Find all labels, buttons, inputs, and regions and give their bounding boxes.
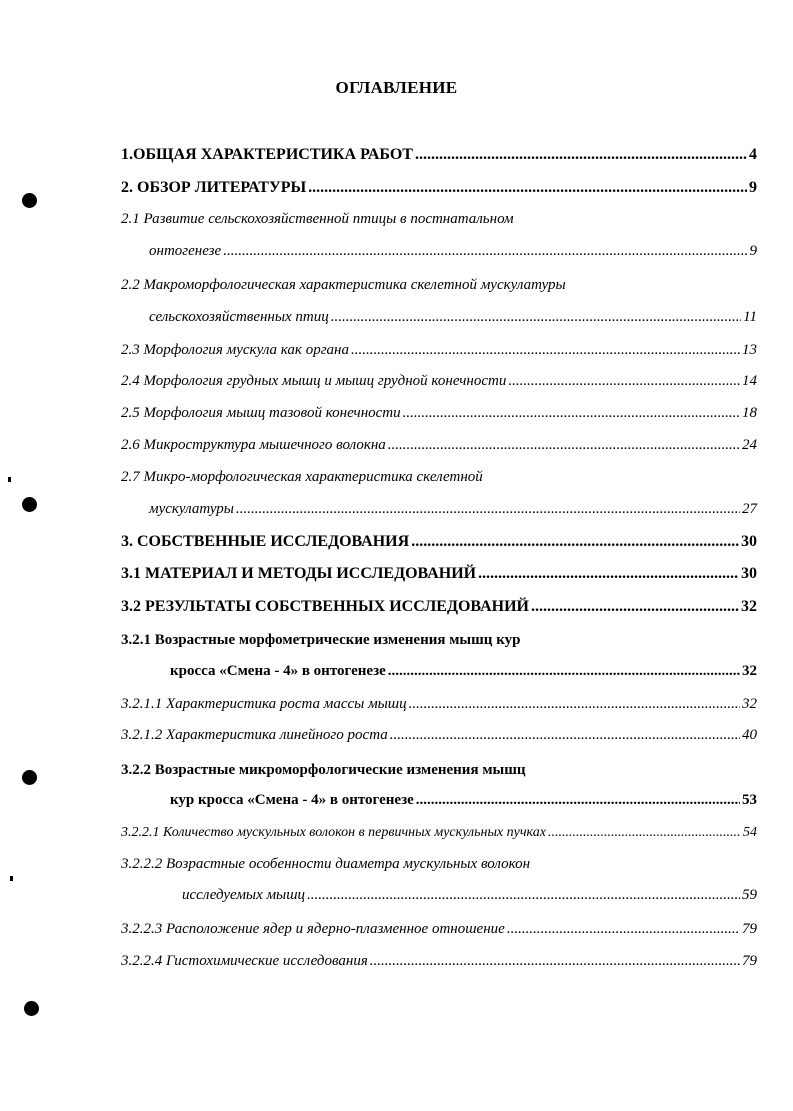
toc-entry-3 [149, 240, 757, 262]
toc-entry-page: 32 [742, 663, 757, 679]
dot-leader [411, 531, 739, 553]
dot-leader [409, 693, 740, 715]
toc-entry-17 [121, 822, 757, 844]
toc-entry-text: 3. СОБСТВЕННЫЕ ИССЛЕДОВАНИЯ [121, 533, 410, 550]
toc-entry-page: 4 [749, 146, 757, 163]
toc-entry-18 [182, 884, 757, 906]
toc-entry-15 [121, 724, 757, 746]
toc-entry-text: исследуемых мышц [182, 887, 306, 903]
dot-leader [416, 789, 740, 811]
toc-entry-page: 32 [742, 696, 757, 712]
page-title: ОГЛАВЛЕНИЕ [335, 78, 458, 97]
dot-leader [331, 306, 741, 328]
toc-entry-9 [149, 498, 757, 520]
dot-leader [531, 596, 739, 618]
dot-leader [223, 240, 747, 262]
toc-entry-page: 11 [743, 309, 757, 325]
toc-entry-20 [121, 950, 757, 972]
toc-entry-text: 2.6 Микроструктура мышечного волокна [121, 437, 386, 453]
dot-leader [388, 434, 740, 456]
toc-entry-1 [121, 144, 757, 166]
toc-entry-text: сельскохозяйственных птиц [149, 309, 329, 325]
toc-entry-text: 2. ОБЗОР ЛИТЕРАТУРЫ [121, 179, 307, 196]
toc-entry-3-line1: 2.1 Развитие сельскохозяйственной птицы в постнатальном [121, 211, 514, 227]
toc-entry-text: 2.4 Морфология грудных мышц и мышц грудной конечности [121, 373, 507, 389]
toc-entry-page: 59 [742, 887, 757, 903]
toc-entry-text: 2.3 Морфология мускула как органа [121, 342, 349, 358]
toc-entry-11 [121, 563, 757, 585]
toc-entry-page: 9 [749, 243, 757, 259]
dot-leader [390, 724, 740, 746]
dot-leader [388, 660, 740, 682]
toc-entry-page: 54 [743, 825, 757, 840]
toc-entry-text: 2.5 Морфология мышц тазовой конечности [121, 405, 401, 421]
dot-leader [478, 563, 739, 585]
toc-entry-4 [149, 306, 757, 328]
dot-leader [307, 884, 740, 906]
dot-leader [548, 822, 741, 844]
toc-entry-page: 13 [742, 342, 757, 358]
toc-entry-text: 3.2.2.1 Количество мускульных волокон в первичных мускульных пучках [121, 825, 546, 840]
toc-entry-text: 3.2 РЕЗУЛЬТАТЫ СОБСТВЕННЫХ ИССЛЕДОВАНИЙ [121, 598, 529, 615]
toc-entry-page: 79 [742, 953, 757, 969]
dot-leader [415, 144, 747, 166]
toc-entry-page: 9 [749, 179, 757, 196]
toc-entry-text: 3.2.1.2 Характеристика линейного роста [121, 727, 388, 743]
toc-entry-page: 27 [742, 501, 757, 517]
dot-leader [370, 950, 740, 972]
toc-entry-text: 3.2.2.3 Расположение ядер и ядерно-плазменное отношение [121, 921, 505, 937]
toc-entry-text: кросса «Смена - 4» в онтогенезе [170, 663, 386, 679]
toc-entry-page: 30 [741, 565, 757, 582]
toc-entry-16 [170, 789, 757, 811]
toc-entry-page: 30 [741, 533, 757, 550]
dot-leader [403, 402, 740, 424]
toc-entry-text: 3.2.2.4 Гистохимические исследования [121, 953, 368, 969]
dot-leader [308, 177, 747, 199]
toc-entry-page: 40 [742, 727, 757, 743]
toc-entry-16-line1: 3.2.2 Возрастные микроморфологические изменения мышц [121, 762, 526, 778]
toc-entry-5 [121, 339, 757, 361]
toc-entry-page: 53 [742, 792, 757, 808]
toc-entry-8 [121, 434, 757, 456]
dot-leader [351, 339, 740, 361]
toc-entry-page: 14 [742, 373, 757, 389]
dot-leader [236, 498, 740, 520]
toc-entry-7 [121, 402, 757, 424]
toc-entry-page: 79 [742, 921, 757, 937]
toc-entry-text: мускулатуры [149, 501, 234, 517]
toc-entry-text: 3.1 МАТЕРИАЛ И МЕТОДЫ ИССЛЕДОВАНИЙ [121, 565, 477, 582]
toc-entry-4-line1: 2.2 Макроморфологическая характеристика скелетной мускулатуры [121, 277, 566, 293]
toc-entry-6 [121, 370, 757, 392]
toc-entry-text: онтогенезе [149, 243, 222, 259]
toc-entry-text: кур кросса «Смена - 4» в онтогенезе [170, 792, 414, 808]
toc-entry-2 [121, 177, 757, 199]
toc-entry-page: 18 [742, 405, 757, 421]
toc-entry-text: 1.ОБЩАЯ ХАРАКТЕРИСТИКА РАБОТ [121, 146, 413, 163]
dot-leader [507, 918, 740, 940]
toc-entry-14 [121, 693, 757, 715]
toc-entry-text: 3.2.1.1 Характеристика роста массы мышц [121, 696, 407, 712]
toc-entry-12 [121, 596, 757, 618]
toc-entry-19 [121, 918, 757, 940]
toc-entry-10 [121, 531, 757, 553]
toc-entry-13 [170, 660, 757, 682]
toc-entry-9-line1: 2.7 Микро-морфологическая характеристика скелетной [121, 469, 483, 485]
toc-entry-page: 24 [742, 437, 757, 453]
toc-entry-18-line1: 3.2.2.2 Возрастные особенности диаметра мускульных волокон [121, 856, 531, 872]
toc-entry-page: 32 [741, 598, 757, 615]
toc-entry-13-line1: 3.2.1 Возрастные морфометрические изменения мышц кур [121, 632, 521, 648]
dot-leader [508, 370, 740, 392]
